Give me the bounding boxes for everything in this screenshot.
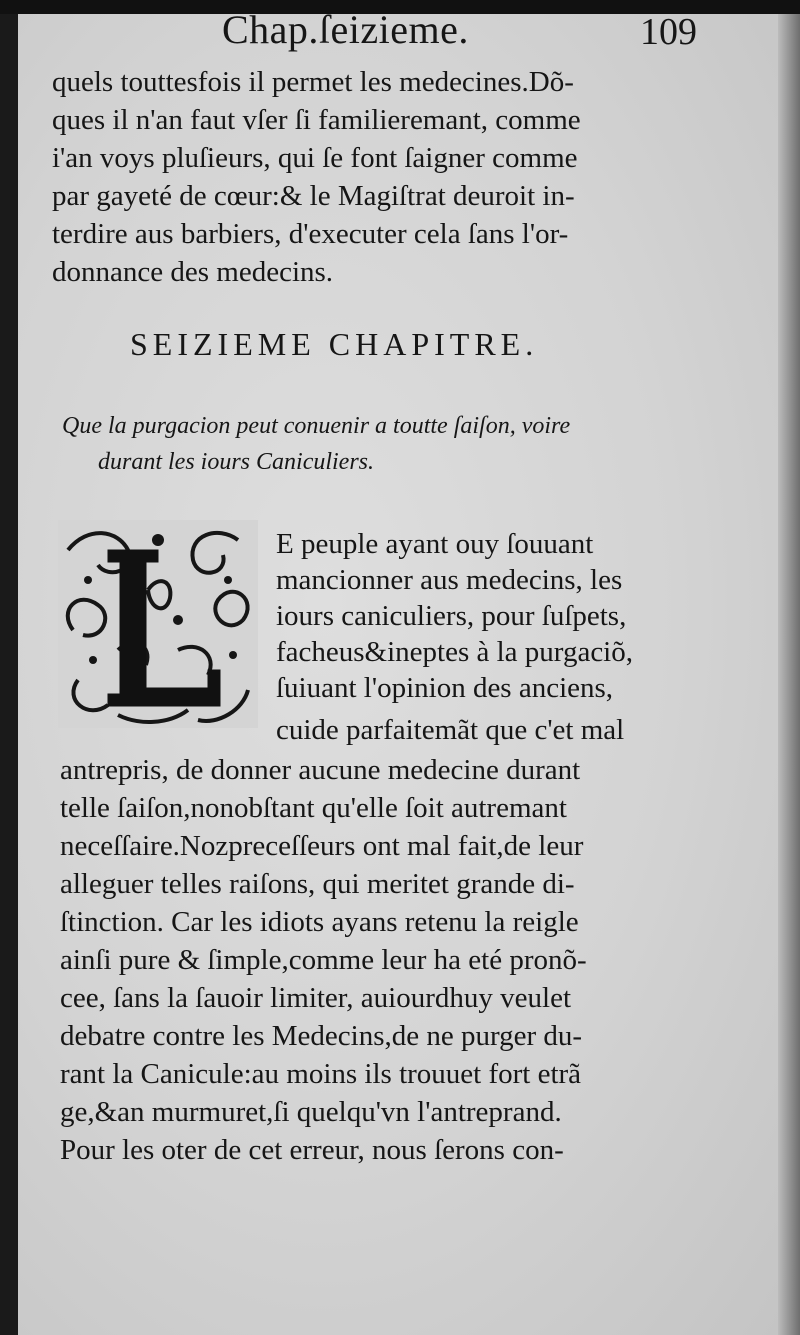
text-line: rant la Canicule:au moins ils trouuet fort etrã [60,1058,582,1090]
page-edge-shadow [778,0,800,1335]
text-line: debatre contre les Medecins,de ne purger du- [60,1020,583,1052]
text-line: mancionner aus medecins, les [276,564,623,596]
text-line: ſtinction. Car les idiots ayans retenu la reigle [60,906,579,938]
decorated-initial [58,520,258,728]
summary-line: Que la purgacion peut conuenir a toutte ſaiſon, voire [62,413,571,439]
text-line: ſuiuant l'opinion des anciens, [276,672,614,704]
chapter-heading: SEIZIEME CHAPITRE. [130,326,539,362]
text-line: ques il n'an faut vſer ſi familieremant, comme [52,104,581,136]
ornament-initial-icon [58,520,258,728]
text-line: iours caniculiers, pour ſuſpets, [276,600,627,632]
text-line: par gayeté de cœur:& le Magiſtrat deuroit in- [52,180,575,212]
page-number: 109 [640,11,697,53]
text-line: alleguer telles raiſons, qui meritet grande di- [60,868,575,900]
text-line: quels touttesfois il permet les medecines.Dõ- [52,66,574,98]
text-line: ainſi pure & ſimple,comme leur ha eté pronõ- [60,944,587,976]
text-line: E peuple ayant ouy ſouuant [276,528,594,560]
text-line: cuide parfaitemãt que c'et mal [276,714,625,746]
text-line: donnance des medecins. [52,256,334,288]
text-line: terdire aus barbiers, d'executer cela ſans l'or- [52,218,569,250]
text-line: cee, ſans la ſauoir limiter, auiourdhuy veulet [60,982,571,1014]
running-head [0,6,800,54]
text-line: Pour les oter de cet erreur, nous ſerons con- [60,1134,564,1166]
running-head-title: Chap.ſeizieme. [222,7,469,52]
summary-line: durant les iours Caniculiers. [98,449,375,475]
text-line: ge,&an murmuret,ſi quelqu'vn l'antreprand. [60,1096,562,1128]
text-line: neceſſaire.Nozpreceſſeurs ont mal fait,de leur [60,830,584,862]
text-line: i'an voys pluſieurs, qui ſe font ſaigner comme [52,142,578,174]
text-line: telle ſaiſon,nonobſtant qu'elle ſoit autremant [60,792,567,824]
text-line: antrepris, de donner aucune medecine durant [60,754,581,786]
text-line: facheus&ineptes à la purgaciõ, [276,636,633,668]
